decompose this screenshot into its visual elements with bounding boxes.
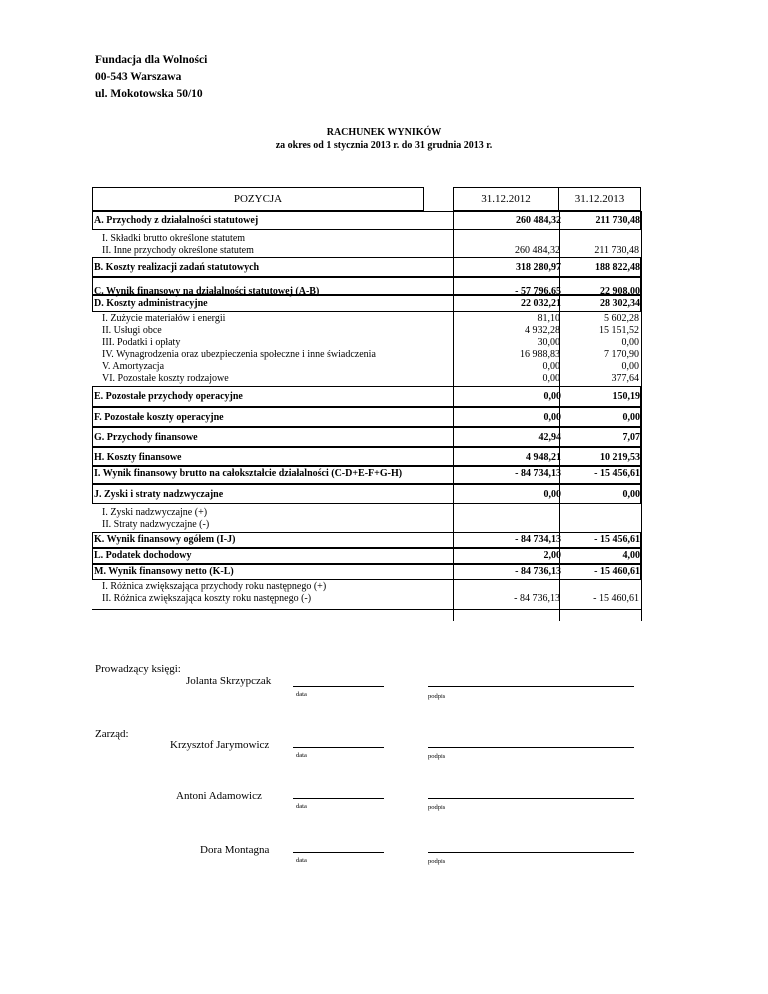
date-line-1 — [293, 686, 384, 687]
row-D-sub — [92, 312, 641, 386]
row-C-2013: 22 908,00 — [600, 286, 640, 297]
row-D-sub-6: VI. Pozostałe koszty rodzajowe — [102, 373, 229, 384]
row-F-label: F. Pozostałe koszty operacyjne — [94, 412, 224, 423]
row-J-sub-1: I. Zyski nadzwyczajne (+) — [102, 507, 208, 518]
row-D-2013: 28 302,34 — [600, 298, 640, 309]
header-col-2013: 31.12.2013 — [559, 187, 641, 211]
signer-2-name: Krzysztof Jarymowicz — [170, 739, 270, 751]
date-label-4: data — [296, 857, 307, 864]
signature-line-3 — [428, 798, 634, 799]
row-D-sub-4-2013: 7 170,90 — [604, 349, 639, 360]
row-D-sub-5-2013: 0,00 — [621, 361, 639, 372]
row-B — [92, 257, 641, 277]
row-E — [92, 386, 641, 407]
organization-address-line2: ul. Mokotowska 50/10 — [95, 88, 203, 100]
organization-address-line1: 00-543 Warszawa — [95, 71, 182, 83]
sign-label-3: podpis — [428, 804, 446, 811]
row-D-sub-3-2013: 0,00 — [621, 337, 639, 348]
date-line-3 — [293, 798, 384, 799]
row-B-2013: 188 822,48 — [595, 262, 640, 273]
signature-line-4 — [428, 852, 634, 853]
row-D-sub-1-2012: 81,10 — [537, 313, 560, 324]
report-title-block — [0, 126, 768, 152]
board-label: Zarząd: — [95, 728, 129, 740]
row-M-sub-2013: - 15 460,61 — [593, 593, 639, 604]
row-D-sub-5: V. Amortyzacja — [102, 361, 165, 372]
row-J-sub — [92, 504, 641, 532]
row-K-label: K. Wynik finansowy ogółem (I-J) — [94, 534, 236, 545]
accountant-label: Prowadzący księgi: — [95, 663, 181, 675]
row-D-sub-1: I. Zużycie materiałów i energii — [102, 313, 226, 324]
row-H-label: H. Koszty finansowe — [94, 452, 182, 463]
row-D-sub-2-2012: 4 932,28 — [525, 325, 560, 336]
row-I-2013: - 15 456,61 — [594, 468, 640, 479]
row-H — [92, 447, 641, 466]
row-M-2013: - 15 460,61 — [594, 566, 640, 577]
row-I — [92, 466, 641, 484]
signature-line-1 — [428, 686, 634, 687]
row-M-label: M. Wynik finansowy netto (K-L) — [94, 566, 234, 577]
row-H-2013: 10 219,53 — [600, 452, 640, 463]
row-A-sub-2012: 260 484,32 — [515, 245, 560, 256]
row-G-2013: 7,07 — [622, 432, 640, 443]
organization-name: Fundacja dla Wolności — [95, 54, 208, 66]
signature-line-2 — [428, 747, 634, 748]
row-I-label: I. Wynik finansowy brutto na całokształcie działalności (C-D+E-F+G-H) — [94, 468, 403, 479]
row-L-2012: 2,00 — [543, 550, 561, 561]
row-H-2012: 4 948,21 — [526, 452, 561, 463]
row-B-2012: 318 280,97 — [516, 262, 561, 273]
row-K — [92, 532, 641, 548]
row-A-sub-2013: 211 730,48 — [594, 245, 639, 256]
sign-label-4: podpis — [428, 858, 446, 865]
organization-block — [95, 52, 207, 103]
signer-4-name: Dora Montagna — [200, 844, 270, 856]
row-A-sub-2: II. Inne przychody określone statutem — [102, 245, 254, 256]
row-B-label: B. Koszty realizacji zadań statutowych — [94, 262, 260, 273]
row-E-2012: 0,00 — [543, 391, 561, 402]
row-M-sub-2012: - 84 736,13 — [514, 593, 560, 604]
row-A-2013: 211 730,48 — [595, 215, 640, 226]
row-L — [92, 548, 641, 564]
row-J — [92, 484, 641, 504]
row-G-label: G. Przychody finansowe — [94, 432, 198, 443]
date-line-2 — [293, 747, 384, 748]
row-L-2013: 4,00 — [622, 550, 640, 561]
row-D-sub-1-2013: 5 602,28 — [604, 313, 639, 324]
row-I-2012: - 84 734,13 — [515, 468, 561, 479]
row-D-sub-5-2012: 0,00 — [542, 361, 560, 372]
row-C-2012: - 57 796,65 — [515, 286, 561, 297]
header-position: POZYCJA — [92, 187, 424, 211]
column-divider-right — [641, 211, 642, 621]
row-D-sub-6-2013: 377,64 — [611, 373, 639, 384]
signer-1-name: Jolanta Skrzypczak — [186, 675, 272, 687]
row-M — [92, 564, 641, 580]
row-E-2013: 150,19 — [612, 391, 640, 402]
row-A-sub-1: I. Składki brutto określone statutem — [102, 233, 246, 244]
report-title: RACHUNEK WYNIKÓW — [326, 127, 442, 138]
header-col-2012: 31.12.2012 — [453, 187, 559, 211]
row-A-2012: 260 484,32 — [516, 215, 561, 226]
row-J-sub-2: II. Straty nadzwyczajne (-) — [102, 519, 210, 530]
row-K-2013: - 15 456,61 — [594, 534, 640, 545]
row-D-sub-6-2012: 0,00 — [542, 373, 560, 384]
row-A-label: A. Przychody z działalności statutowej — [94, 215, 259, 226]
row-G — [92, 427, 641, 447]
sign-label-1: podpis — [428, 693, 446, 700]
date-label-1: data — [296, 691, 307, 698]
row-D-sub-3-2012: 30,00 — [537, 337, 560, 348]
row-D-sub-2: II. Usługi obce — [102, 325, 162, 336]
row-M-sub — [92, 580, 641, 610]
row-L-label: L. Podatek dochodowy — [94, 550, 192, 561]
row-J-2013: 0,00 — [622, 489, 640, 500]
row-J-2012: 0,00 — [543, 489, 561, 500]
date-label-3: data — [296, 803, 307, 810]
row-E-label: E. Pozostałe przychody operacyjne — [94, 391, 243, 402]
row-J-label: J. Zyski i straty nadzwyczajne — [94, 489, 224, 500]
row-D-2012: 22 032,21 — [521, 298, 561, 309]
row-M-sub-2: II. Różnica zwiększająca koszty roku następnego (-) — [102, 593, 312, 604]
row-D-sub-4-2012: 16 988,83 — [520, 349, 560, 360]
row-F — [92, 407, 641, 427]
row-A-sub — [92, 230, 641, 257]
row-D-sub-2-2013: 15 151,52 — [599, 325, 639, 336]
row-G-2012: 42,94 — [538, 432, 561, 443]
row-M-sub-1: I. Różnica zwiększająca przychody roku następnego (+) — [102, 581, 327, 592]
signer-3-name: Antoni Adamowicz — [176, 790, 262, 802]
report-period: za okres od 1 stycznia 2013 r. do 31 grudnia 2013 r. — [275, 140, 493, 151]
row-C-label: C. Wynik finansowy na działalności statutowej (A-B) — [94, 286, 320, 297]
row-M-2012: - 84 736,13 — [515, 566, 561, 577]
sign-label-2: podpis — [428, 753, 446, 760]
date-line-4 — [293, 852, 384, 853]
row-F-2013: 0,00 — [622, 412, 640, 423]
row-F-2012: 0,00 — [543, 412, 561, 423]
date-label-2: data — [296, 752, 307, 759]
row-K-2012: - 84 734,13 — [515, 534, 561, 545]
row-D-sub-3: III. Podatki i opłaty — [102, 337, 181, 348]
row-C — [92, 277, 641, 295]
row-D-sub-4: IV. Wynagrodzenia oraz ubezpieczenia społeczne i inne świadczenia — [102, 349, 376, 360]
row-D-label: D. Koszty administracyjne — [94, 298, 208, 309]
row-A — [92, 211, 641, 230]
row-D — [92, 295, 641, 312]
